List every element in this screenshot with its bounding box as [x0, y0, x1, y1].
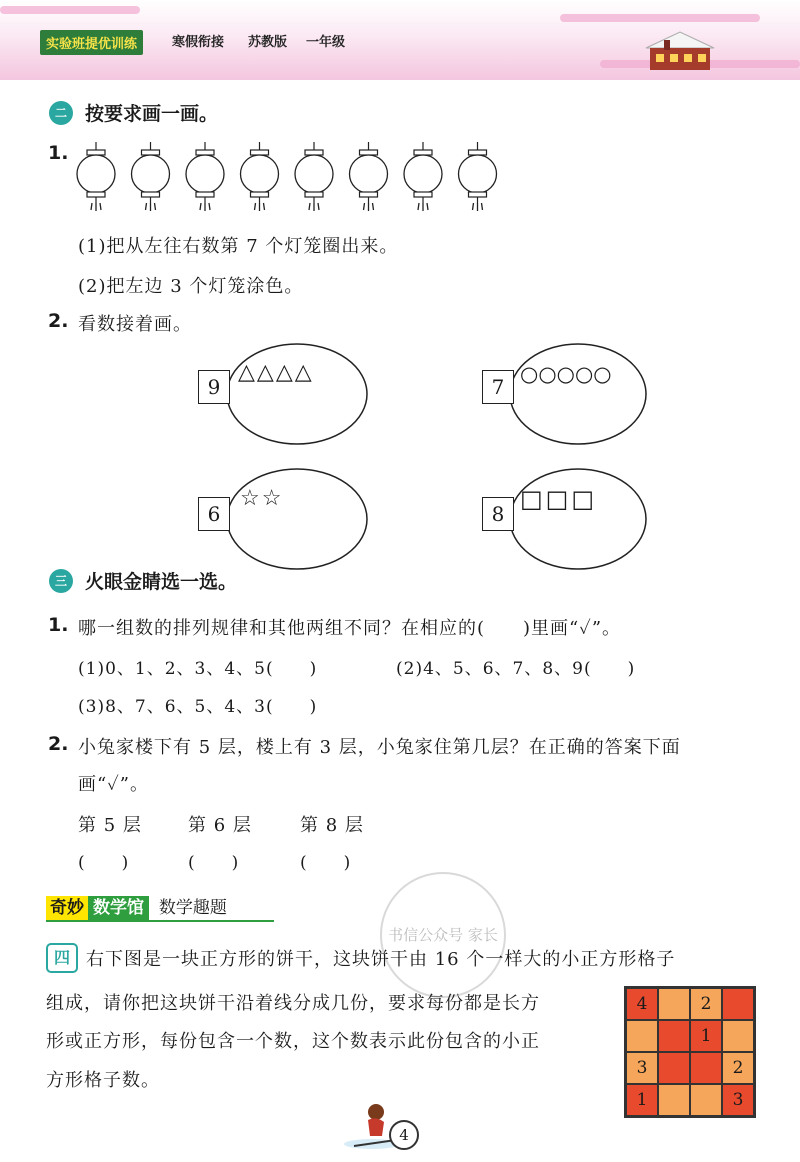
choice-label: 第 6 层	[188, 815, 252, 836]
section-badge: 二	[49, 101, 73, 125]
question-number: 1.	[48, 614, 69, 636]
fun-tag-2: 数学馆	[88, 896, 149, 920]
number-box: 7	[482, 370, 514, 404]
header-grade: 一年级	[306, 35, 346, 50]
lantern-icon	[459, 142, 497, 211]
lantern-icon	[77, 142, 115, 211]
house-icon	[640, 30, 720, 72]
header-decoration	[560, 14, 760, 22]
grid-cell: 3	[626, 1052, 658, 1084]
question-number: 2.	[48, 310, 69, 332]
instruction-line: (1)把从左往右数第 7 个灯笼圈出来。	[78, 236, 399, 257]
circle-shapes: ○○○○○	[520, 362, 612, 386]
fun-tag-3: 数学趣题	[158, 898, 227, 918]
star-shapes: ☆☆	[240, 486, 284, 511]
lantern-icon	[350, 142, 388, 211]
header-edition: 苏教版	[248, 35, 288, 50]
option-3: (3)8、7、6、5、4、3( )	[78, 697, 318, 717]
grid-cell: 2	[690, 988, 722, 1020]
problem-text: 组成，请你把这块饼干沿着线分成几份，要求每份都是长方	[46, 993, 540, 1014]
grid-cell: 2	[722, 1052, 754, 1084]
question-text: 哪一组数的排列规律和其他两组不同？在相应的( )里画“✓”。	[78, 618, 622, 639]
grid-cell: 4	[626, 988, 658, 1020]
fun-underline	[46, 920, 274, 922]
question-number: 2.	[48, 733, 69, 755]
choice-label: 第 5 层	[78, 815, 142, 836]
section-badge: 三	[49, 569, 73, 593]
question-text: 画“✓”。	[78, 774, 150, 795]
problem-text: 形或正方形，每份包含一个数，这个数表示此份包含的小正	[46, 1031, 540, 1052]
header-subtitle: 寒假衔接	[172, 35, 225, 50]
question-text: 看数接着画。	[78, 314, 192, 335]
cookie-grid	[624, 986, 756, 1118]
option-2: (2)4、5、6、7、8、9( )	[396, 659, 636, 679]
grid-cell	[690, 1052, 722, 1084]
choice-label: 第 8 层	[300, 815, 364, 836]
number-box: 8	[482, 497, 514, 531]
answer-paren: ( )	[78, 853, 130, 873]
number-box: 6	[198, 497, 230, 531]
grid-cell: 1	[690, 1020, 722, 1052]
square-shapes: □□□	[520, 485, 598, 513]
grid-cell	[626, 1020, 658, 1052]
instruction-line: (2)把左边 3 个灯笼涂色。	[78, 276, 304, 297]
grid-cell	[658, 1084, 690, 1116]
option-1: (1)0、1、2、3、4、5( )	[78, 659, 318, 679]
lantern-icon	[241, 142, 279, 211]
lantern-icon	[404, 142, 442, 211]
problem-text: 右下图是一块正方形的饼干，这块饼干由 16 个一样大的小正方形格子	[86, 949, 676, 970]
grid-cell	[722, 1020, 754, 1052]
header-decoration	[0, 6, 140, 14]
grid-cell	[658, 988, 690, 1020]
problem-text: 方形格子数。	[46, 1070, 160, 1091]
answer-paren: ( )	[188, 853, 240, 873]
grid-cell	[658, 1052, 690, 1084]
lantern-icon	[295, 142, 333, 211]
question-text: 小兔家楼下有 5 层，楼上有 3 层，小兔家住第几层？在正确的答案下面	[78, 737, 681, 758]
lantern-row	[72, 140, 512, 220]
grid-cell	[722, 988, 754, 1020]
triangle-shapes: △△△△	[238, 360, 314, 385]
section-title: 按要求画一画。	[85, 103, 219, 125]
section-badge: 四	[46, 943, 78, 973]
answer-paren: ( )	[300, 853, 352, 873]
grid-cell	[658, 1020, 690, 1052]
page-number: 4	[389, 1120, 419, 1150]
grid-cell	[690, 1084, 722, 1116]
grid-cell: 1	[626, 1084, 658, 1116]
watermark-text: 书信公众号 家长	[388, 926, 498, 944]
watermark-stamp	[368, 860, 518, 1010]
section-title: 火眼金睛选一选。	[85, 571, 238, 593]
series-tag: 实验班提优训练	[40, 30, 143, 55]
fun-tag-1: 奇妙	[46, 896, 88, 920]
fun-math-tag	[46, 893, 227, 918]
question-number: 1.	[48, 142, 69, 164]
grid-cell: 3	[722, 1084, 754, 1116]
lantern-icon	[186, 142, 224, 211]
lantern-icon	[132, 142, 170, 211]
number-box: 9	[198, 370, 230, 404]
